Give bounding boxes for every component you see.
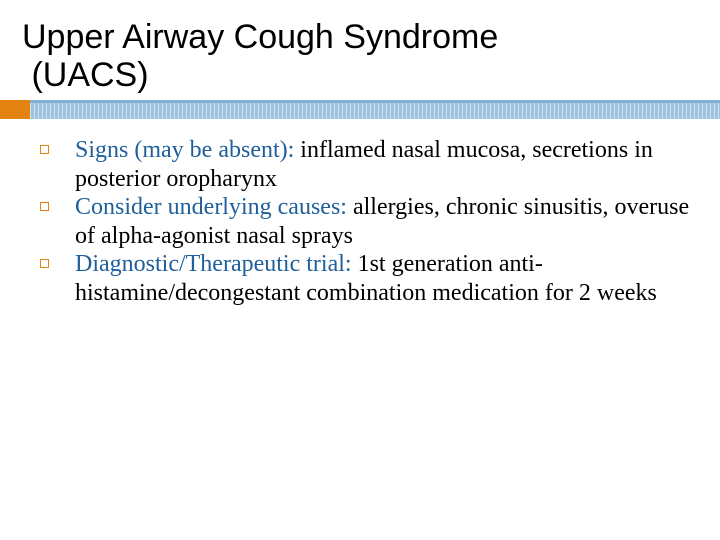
bullet-item-trial: [0, 250, 720, 307]
bullet-lead: Signs (may be absent):: [75, 137, 295, 163]
bullet-lead: Diagnostic/Therapeutic trial:: [75, 251, 352, 277]
title-line-2: (UACS): [22, 56, 149, 94]
bullet-lead: Consider underlying causes:: [75, 194, 347, 220]
square-bullet-icon: [40, 202, 49, 211]
square-bullet-icon: [40, 259, 49, 268]
bullet-text: allergies, chronic sinusitis, overuse of alpha-agonist nasal sprays: [75, 194, 690, 249]
bullet-list: [0, 136, 720, 307]
title-line-1: Upper Airway Cough Syndrome: [22, 18, 499, 56]
bullet-text: inflamed nasal mucosa, secretions in posterior oropharynx: [75, 137, 653, 192]
bullet-text: 1st generation anti-histamine/decongestant combination medication for 2 weeks: [75, 251, 657, 306]
accent-bar-blue-edge: [30, 100, 720, 103]
bullet-item-causes: [0, 193, 720, 250]
accent-bar-orange: [0, 100, 30, 119]
square-bullet-icon: [40, 145, 49, 154]
bullet-item-signs: [0, 136, 720, 193]
slide-title: [22, 18, 702, 94]
